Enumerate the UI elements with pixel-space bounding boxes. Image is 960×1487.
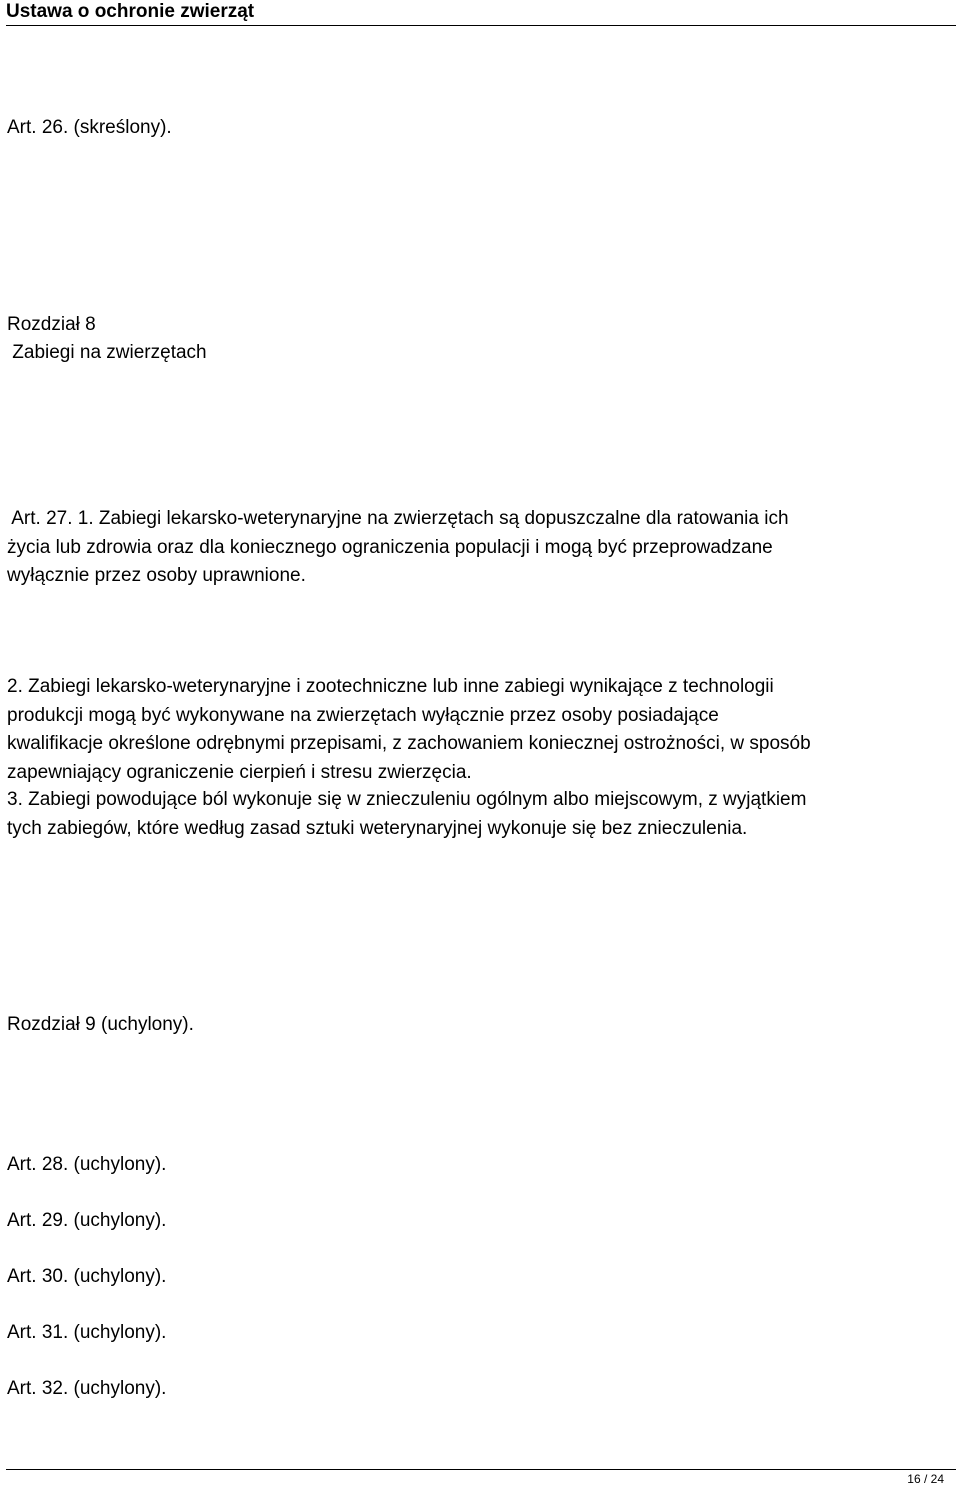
chapter-8-title: Zabiegi na zwierzętach <box>7 342 207 363</box>
article-27-paragraph-2 <box>7 673 953 787</box>
article-32: Art. 32. (uchylony). <box>7 1378 167 1399</box>
text-line: kwalifikacje określone odrębnymi przepisami, z zachowaniem koniecznej ostrożności, w sposób <box>7 733 811 754</box>
article-29: Art. 29. (uchylony). <box>7 1210 167 1231</box>
text-line: 3. Zabiegi powodujące ból wykonuje się w znieczuleniu ogólnym albo miejscowym, z wyjątkiem <box>7 789 807 810</box>
article-31: Art. 31. (uchylony). <box>7 1322 167 1343</box>
chapter-8-number: Rozdział 8 <box>7 314 96 335</box>
text-line: 2. Zabiegi lekarsko-weterynaryjne i zootechniczne lub inne zabiegi wynikające z technologii <box>7 676 774 697</box>
footer-divider <box>6 1469 956 1470</box>
article-26: Art. 26. (skreślony). <box>7 117 172 138</box>
text-line: wyłącznie przez osoby uprawnione. <box>7 565 306 586</box>
text-line: tych zabiegów, które według zasad sztuki weterynaryjnej wykonuje się bez znieczulenia. <box>7 817 748 839</box>
document-title: Ustawa o ochronie zwierząt <box>6 1 255 22</box>
page-number: 16 / 24 <box>907 1472 944 1486</box>
article-28: Art. 28. (uchylony). <box>7 1154 167 1175</box>
text-line: produkcji mogą być wykonywane na zwierzętach wyłącznie przez osoby posiadające <box>7 704 719 726</box>
chapter-9-heading: Rozdział 9 (uchylony). <box>7 1014 194 1035</box>
text-line: życia lub zdrowia oraz dla koniecznego ograniczenia populacji i mogą być przeprowadzane <box>7 536 773 558</box>
text-line: Art. 27. 1. Zabiegi lekarsko-weterynaryjne na zwierzętach są dopuszczalne dla ratowania ich <box>7 508 789 529</box>
text-line: zapewniający ograniczenie cierpień i stresu zwierzęcia. <box>7 761 472 783</box>
article-30: Art. 30. (uchylony). <box>7 1266 167 1287</box>
header-divider <box>6 25 956 26</box>
article-27-paragraph-3 <box>7 786 953 843</box>
article-27-paragraph-1 <box>7 505 953 591</box>
